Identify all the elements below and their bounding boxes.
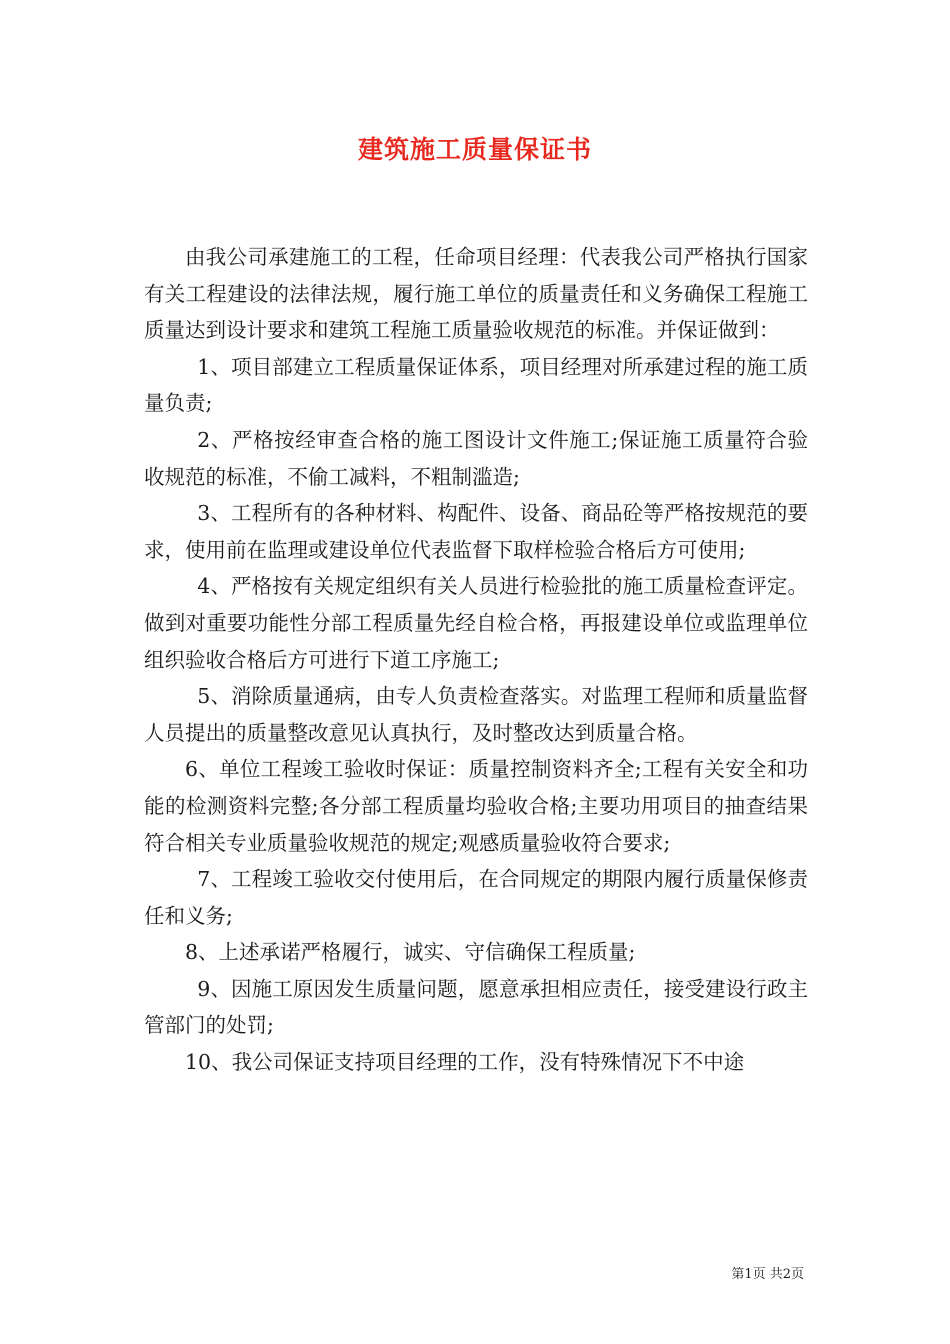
page-number: 第1页 共2页 (731, 1267, 804, 1282)
list-item: 4、严格按有关规定组织有关人员进行检验批的施工质量检查评定。做到对重要功能性分部工程质量先经自检合格，再报建设单位或监理单位组织验收合格后方可进行下道工序施工; (144, 574, 808, 672)
list-item: 3、工程所有的各种材料、构配件、设备、商品砼等严格按规范的要求，使用前在监理或建设单位代表监督下取样检验合格后方可使用; (144, 501, 808, 562)
list-item: 7、工程竣工验收交付使用后，在合同规定的期限内履行质量保修责任和义务; (144, 867, 808, 928)
list-item: 6、单位工程竣工验收时保证：质量控制资料齐全;工程有关安全和功能的检测资料完整;各分部工程质量均验收合格;主要功用项目的抽查结果符合相关专业质量验收规范的规定;观感质量验收符合要求; (144, 757, 808, 855)
list-item: 1、项目部建立工程质量保证体系，项目经理对所承建过程的施工质量负责; (144, 354, 808, 416)
list-item: 2、严格按经审查合格的施工图设计文件施工;保证施工质量符合验收规范的标准，不偷工减料，不粗制滥造; (144, 427, 808, 489)
list-item: 10、我公司保证支持项目经理的工作，没有特殊情况下不中途 (185, 1050, 745, 1075)
list-item: 9、因施工原因发生质量问题，愿意承担相应责任，接受建设行政主管部门的处罚; (144, 976, 808, 1038)
document-body (144, 239, 808, 1081)
intro-paragraph: 由我公司承建施工的工程，任命项目经理：代表我公司严格执行国家有关工程建设的法律法规，履行施工单位的质量责任和义务确保工程施工质量达到设计要求和建筑工程施工质量验收规范的标准。并保证做到： (144, 245, 808, 343)
list-item: 5、消除质量通病，由专人负责检查落实。对监理工程师和质量监督人员提出的质量整改意见认真执行，及时整改达到质量合格。 (144, 684, 808, 745)
page-title: 建筑施工质量保证书 (357, 135, 592, 164)
list-item: 8、上述承诺严格履行，诚实、守信确保工程质量; (185, 940, 636, 965)
